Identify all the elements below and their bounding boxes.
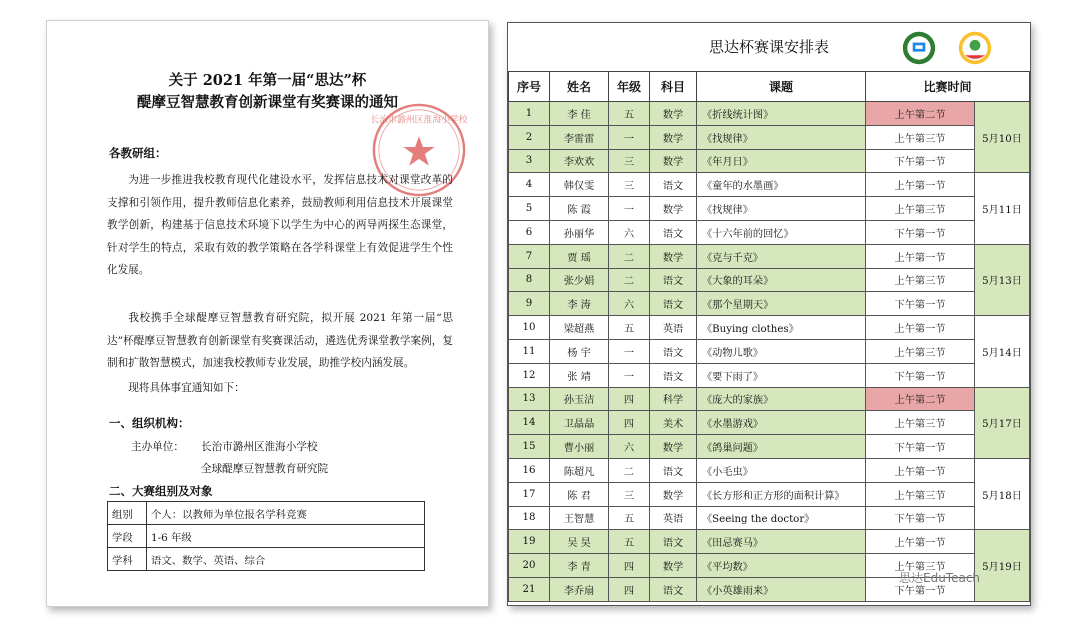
row-number: 7 (509, 244, 550, 268)
notice-title-line1: 关于 2021 年第一届“思达”杯 (168, 72, 367, 89)
grade: 二 (609, 244, 650, 268)
match-time: 上午第一节 (866, 244, 975, 268)
row-number: 3 (509, 149, 550, 173)
table-row (509, 316, 1030, 340)
match-time: 上午第二节 (866, 102, 975, 126)
grade: 二 (609, 268, 650, 292)
host-1: 长治市潞州区淮海小学校 (201, 441, 318, 453)
table-row (509, 173, 1030, 197)
row-number: 1 (509, 102, 550, 126)
subject: 数学 (650, 149, 697, 173)
course-title: 《那个星期天》 (697, 292, 866, 316)
teacher-name: 卫晶晶 (550, 411, 609, 435)
course-title: 《小英雄雨来》 (697, 577, 866, 601)
match-date: 5月14日 (975, 316, 1030, 387)
grade: 六 (609, 435, 650, 459)
grade: 五 (609, 102, 650, 126)
grade: 一 (609, 125, 650, 149)
teacher-name: 李欢欢 (550, 149, 609, 173)
notice-page (46, 20, 489, 607)
subject: 语文 (650, 173, 697, 197)
course-title: 《折线统计图》 (697, 102, 866, 126)
notice-title-line2: 醍摩豆智慧教育创新课堂有奖赛课的通知 (137, 94, 398, 111)
grade: 四 (609, 554, 650, 578)
table-row (509, 244, 1030, 268)
table-row (509, 102, 1030, 126)
course-title: 《田忌赛马》 (697, 530, 866, 554)
course-title: 《找规律》 (697, 197, 866, 221)
info-row (108, 502, 425, 525)
table-row (509, 197, 1030, 221)
teacher-name: 陈 君 (550, 482, 609, 506)
subject: 语文 (650, 292, 697, 316)
table-row (509, 530, 1030, 554)
teacher-name: 曹小丽 (550, 435, 609, 459)
info-key: 学科 (108, 548, 147, 571)
teacher-name: 陈超凡 (550, 458, 609, 482)
course-title: 《克与千克》 (697, 244, 866, 268)
grade: 六 (609, 292, 650, 316)
table-row (509, 435, 1030, 459)
table-row (509, 125, 1030, 149)
match-date: 5月10日 (975, 102, 1030, 173)
teacher-name: 张 靖 (550, 363, 609, 387)
row-number: 5 (509, 197, 550, 221)
teacher-name: 吴 昊 (550, 530, 609, 554)
course-title: 《Seeing the doctor》 (697, 506, 866, 530)
header-name: 姓名 (550, 72, 609, 102)
course-title: 《鸽巢问题》 (697, 435, 866, 459)
svg-text:长治市潞州区淮海小学校: 长治市潞州区淮海小学校 (370, 115, 468, 126)
course-title: 《小毛虫》 (697, 458, 866, 482)
match-time: 上午第三节 (866, 197, 975, 221)
grade: 五 (609, 506, 650, 530)
row-number: 17 (509, 482, 550, 506)
subject: 英语 (650, 316, 697, 340)
row-number: 15 (509, 435, 550, 459)
subject: 美术 (650, 411, 697, 435)
subject: 数学 (650, 197, 697, 221)
teacher-name: 贾 瑶 (550, 244, 609, 268)
teacher-name: 韩仅雯 (550, 173, 609, 197)
match-time: 上午第二节 (866, 387, 975, 411)
subject: 科学 (650, 387, 697, 411)
course-title: 《长方形和正方形的面积计算》 (697, 482, 866, 506)
match-time: 下午第一节 (866, 292, 975, 316)
course-title: 《找规律》 (697, 125, 866, 149)
header-time: 比赛时间 (866, 72, 1030, 102)
table-row (509, 363, 1030, 387)
teacher-name: 梁超燕 (550, 316, 609, 340)
table-row (509, 220, 1030, 244)
info-row (108, 548, 425, 571)
row-number: 9 (509, 292, 550, 316)
grade: 二 (609, 458, 650, 482)
table-row (509, 268, 1030, 292)
row-number: 2 (509, 125, 550, 149)
teacher-name: 李雷雷 (550, 125, 609, 149)
course-title: 《童年的水墨画》 (697, 173, 866, 197)
teacher-name: 张少娟 (550, 268, 609, 292)
grade: 一 (609, 363, 650, 387)
grade: 四 (609, 411, 650, 435)
info-value: 语文、数学、英语、综合 (147, 548, 425, 571)
subject: 数学 (650, 102, 697, 126)
subject: 英语 (650, 506, 697, 530)
watermark: 思达EduTeach (899, 571, 981, 585)
schedule-table (508, 71, 1030, 602)
row-number: 8 (509, 268, 550, 292)
table-row (509, 482, 1030, 506)
match-time: 上午第一节 (866, 173, 975, 197)
teacher-name: 李 涛 (550, 292, 609, 316)
teacher-name: 孙丽华 (550, 220, 609, 244)
teacher-name: 孙玉洁 (550, 387, 609, 411)
match-time: 下午第一节 (866, 363, 975, 387)
header-course: 课题 (697, 72, 866, 102)
subject: 数学 (650, 482, 697, 506)
match-time: 上午第一节 (866, 458, 975, 482)
subject: 语文 (650, 577, 697, 601)
table-row (509, 339, 1030, 363)
match-time: 上午第三节 (866, 482, 975, 506)
paragraph-1: 为进一步推进我校教育现代化建设水平，发挥信息技术对课堂改革的支撑和引领作用，提升教师信息化素养，鼓励教师利用信息技术开展课堂教学创新，构建基于信息技术环境下以学生为中心的两导两探生态课堂，针对学生的特点，采取有效的教学策略在各学科课堂上有效促进学生个性化发展。 (107, 174, 453, 277)
group-info-table (107, 501, 425, 571)
row-number: 6 (509, 220, 550, 244)
course-title: 《平均数》 (697, 554, 866, 578)
subject: 语文 (650, 530, 697, 554)
section-1-heading: 一、组织机构： (109, 416, 190, 430)
row-number: 12 (509, 363, 550, 387)
row-number: 10 (509, 316, 550, 340)
info-value: 个人：以教师为单位报名学科竞赛 (147, 502, 425, 525)
table-row (509, 411, 1030, 435)
subject: 语文 (650, 268, 697, 292)
paragraph-3: 现将具体事宜通知如下： (128, 382, 245, 394)
subject: 语文 (650, 220, 697, 244)
course-title: 《大象的耳朵》 (697, 268, 866, 292)
grade: 一 (609, 197, 650, 221)
grade: 六 (609, 220, 650, 244)
grade: 五 (609, 316, 650, 340)
teacher-name: 陈 霞 (550, 197, 609, 221)
teacher-name: 李乔扇 (550, 577, 609, 601)
course-title: 《Buying clothes》 (697, 316, 866, 340)
row-number: 19 (509, 530, 550, 554)
header-grade: 年级 (609, 72, 650, 102)
match-time: 上午第三节 (866, 268, 975, 292)
grade: 五 (609, 530, 650, 554)
grade: 四 (609, 577, 650, 601)
row-number: 14 (509, 411, 550, 435)
course-title: 《动物儿歌》 (697, 339, 866, 363)
row-number: 13 (509, 387, 550, 411)
course-title: 《庞大的家族》 (697, 387, 866, 411)
match-time: 下午第一节 (866, 149, 975, 173)
match-date: 5月13日 (975, 244, 1030, 315)
match-time: 上午第三节 (866, 125, 975, 149)
match-time: 上午第一节 (866, 316, 975, 340)
info-row (108, 525, 425, 548)
info-value: 1-6 年级 (147, 525, 425, 548)
header-subject: 科目 (650, 72, 697, 102)
teacher-name: 王智慧 (550, 506, 609, 530)
match-date: 5月18日 (975, 458, 1030, 529)
paragraph-2: 我校携手全球醍摩豆智慧教育研究院，拟开展 2021 年第一届“思达”杯醍摩豆智慧教育创新课堂有奖赛课活动，遴选优秀课堂教学案例，复制和扩散智慧模式，加速我校教师专业发展，助推学校内涵发展。 (107, 312, 453, 370)
section-2-heading: 二、大赛组别及对象 (109, 484, 213, 498)
subject: 数学 (650, 244, 697, 268)
schedule-page (507, 22, 1031, 606)
schedule-title: 思达杯赛课安排表 (708, 38, 829, 56)
school-logo-icon (901, 30, 937, 66)
course-title: 《要下雨了》 (697, 363, 866, 387)
header-no: 序号 (509, 72, 550, 102)
teacher-name: 李 青 (550, 554, 609, 578)
subject: 数学 (650, 435, 697, 459)
host-label: 主办单位： (131, 441, 184, 453)
table-row (509, 292, 1030, 316)
match-time: 下午第一节 (866, 577, 975, 601)
info-key: 组别 (108, 502, 147, 525)
table-row (509, 387, 1030, 411)
course-title: 《十六年前的回忆》 (697, 220, 866, 244)
grade: 三 (609, 149, 650, 173)
match-time: 上午第一节 (866, 530, 975, 554)
match-time: 上午第三节 (866, 411, 975, 435)
subject: 语文 (650, 363, 697, 387)
match-date: 5月17日 (975, 387, 1030, 458)
subject: 语文 (650, 458, 697, 482)
row-number: 16 (509, 458, 550, 482)
table-row (509, 458, 1030, 482)
subject: 数学 (650, 554, 697, 578)
row-number: 4 (509, 173, 550, 197)
row-number: 21 (509, 577, 550, 601)
subject: 语文 (650, 339, 697, 363)
row-number: 18 (509, 506, 550, 530)
grade: 三 (609, 482, 650, 506)
host-2: 全球醍摩豆智慧教育研究院 (201, 463, 329, 475)
table-row (509, 506, 1030, 530)
grade: 一 (609, 339, 650, 363)
course-title: 《年月日》 (697, 149, 866, 173)
match-time: 上午第三节 (866, 554, 975, 578)
teacher-name: 杨 宇 (550, 339, 609, 363)
grade: 四 (609, 387, 650, 411)
info-key: 学段 (108, 525, 147, 548)
table-row (509, 149, 1030, 173)
course-title: 《水墨游戏》 (697, 411, 866, 435)
match-time: 上午第三节 (866, 339, 975, 363)
teacher-name: 李 佳 (550, 102, 609, 126)
grade: 三 (609, 173, 650, 197)
subject: 数学 (650, 125, 697, 149)
salutation: 各教研组： (109, 146, 167, 160)
match-time: 下午第一节 (866, 220, 975, 244)
row-number: 11 (509, 339, 550, 363)
sida-logo-icon (957, 30, 993, 66)
table-header-row (509, 72, 1030, 102)
match-date: 5月11日 (975, 173, 1030, 244)
match-date: 5月19日 (975, 530, 1030, 601)
row-number: 20 (509, 554, 550, 578)
match-time: 下午第一节 (866, 506, 975, 530)
match-time: 下午第一节 (866, 435, 975, 459)
